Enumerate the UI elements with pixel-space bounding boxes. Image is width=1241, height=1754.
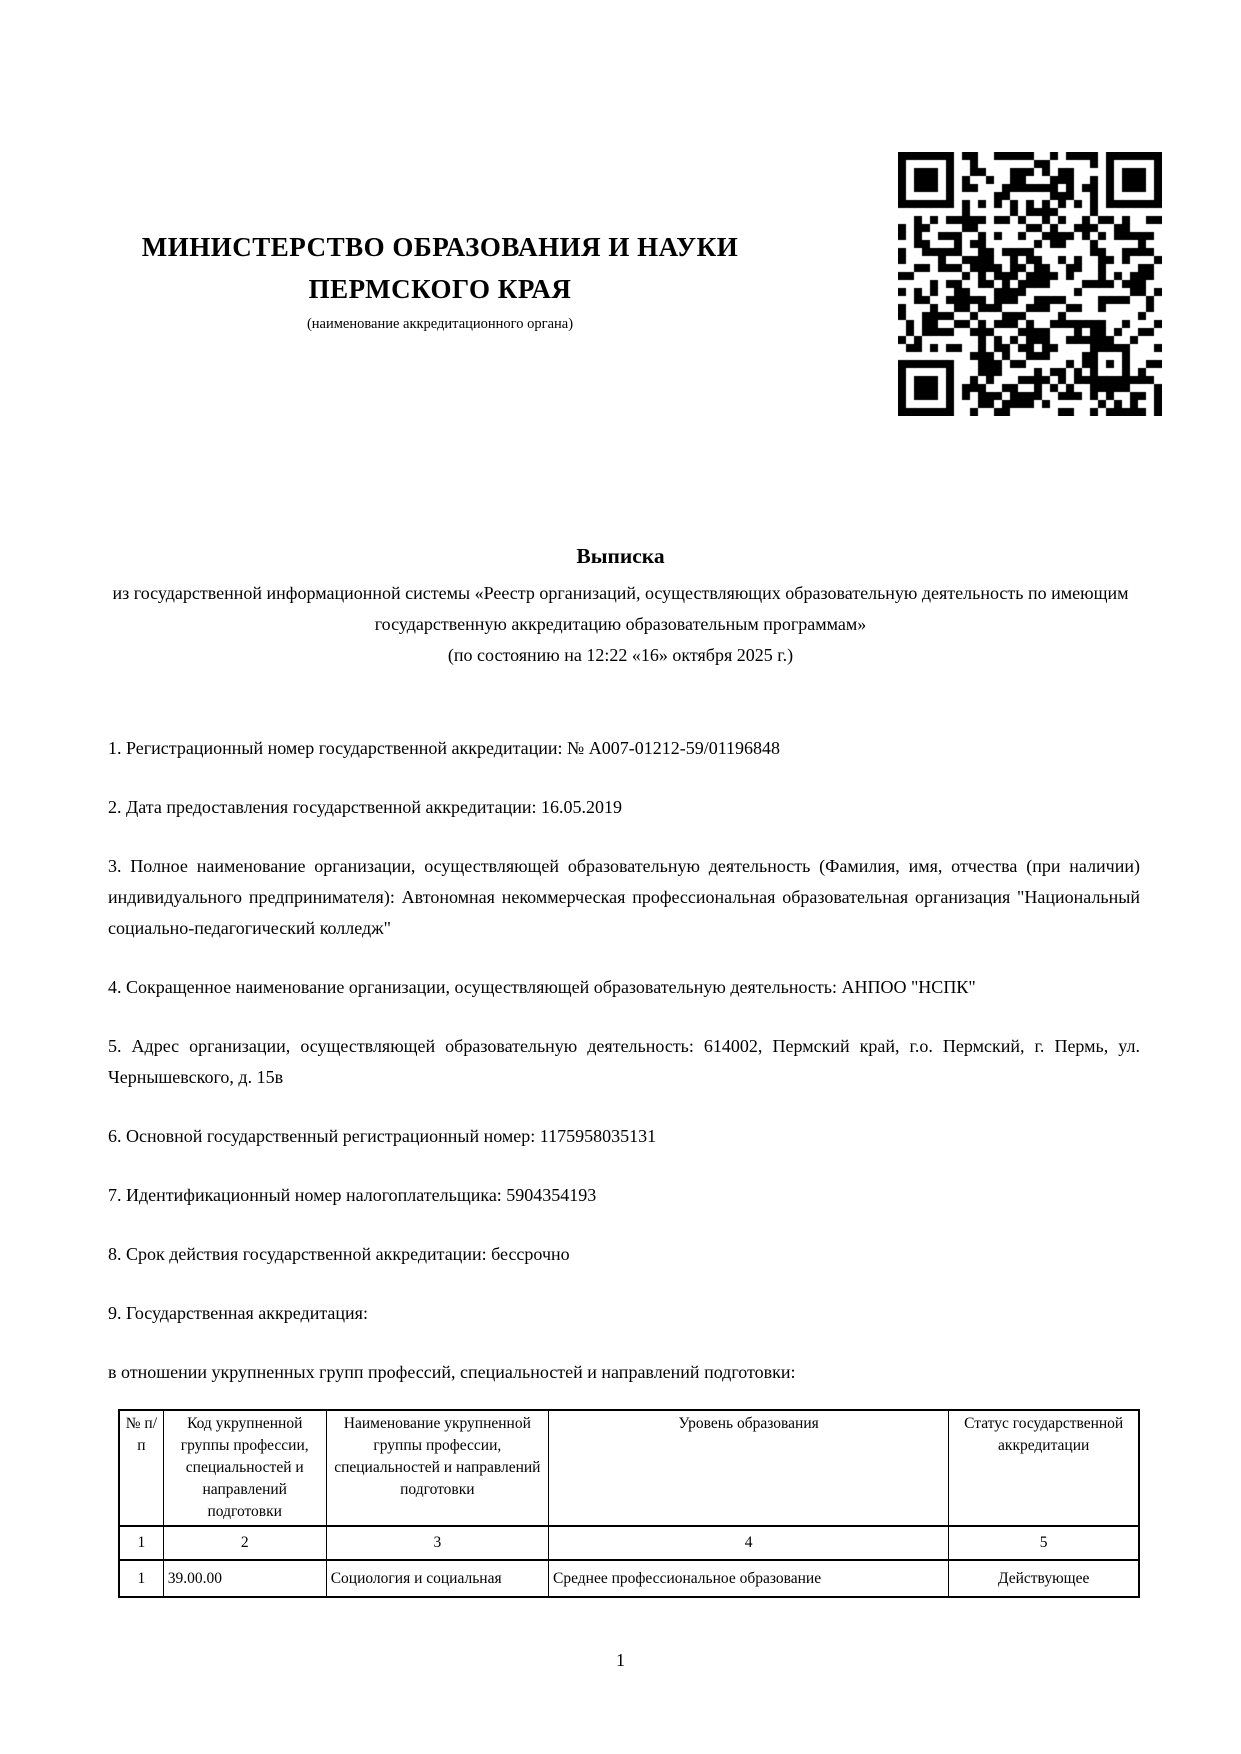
cell-group-name: Социология и социальная	[326, 1560, 548, 1597]
item-full-name: 3. Полное наименование организации, осуществляющей образовательную деятельность (Фамилия, имя, отчества (при наличии) индивидуального предпринимателя): Автономная некоммерческая профессиональная образовательная организация "Национальный социально-педагогический колледж"	[108, 856, 1140, 938]
header-cell-name: Наименование укрупненной группы профессии, специальностей и направлений подготовки	[326, 1410, 548, 1526]
cell-education-level: Среднее профессиональное образование	[549, 1560, 949, 1597]
table-header-row	[119, 1410, 1139, 1526]
column-number-row	[119, 1526, 1139, 1560]
column-number: 1	[119, 1526, 163, 1560]
cell-row-number: 1	[119, 1560, 163, 1597]
item-ogrn: 6. Основной государственный регистрационный номер: 1175958035131	[108, 1126, 657, 1146]
as-of-date: (по состоянию на 12:22 «16» октября 2025 г.)	[447, 645, 794, 665]
ministry-name: МИНИСТЕРСТВО ОБРАЗОВАНИЯ И НАУКИ ПЕРМСКОГО КРАЯ	[141, 232, 739, 304]
header-cell-level: Уровень образования	[549, 1410, 949, 1526]
header-cell-number: № п/п	[119, 1410, 163, 1526]
item-state-accreditation: 9. Государственная аккредитация:	[108, 1303, 368, 1323]
column-number: 5	[949, 1526, 1139, 1560]
qr-code-icon	[898, 152, 1162, 416]
cell-group-code: 39.00.00	[163, 1560, 326, 1597]
column-number: 2	[163, 1526, 326, 1560]
ministry-caption: (наименование аккредитационного органа)	[306, 316, 574, 332]
document-subtitle: из государственной информационной системы «Реестр организаций, осуществляющих образовательную деятельность по имеющим государственную аккредитацию образовательным программам»	[112, 583, 1129, 634]
document-title-block	[100, 541, 1141, 671]
cell-status: Действующее	[949, 1560, 1139, 1597]
document-title: Выписка	[576, 544, 665, 568]
item-address: 5. Адрес организации, осуществляющей образовательную деятельность: 614002, Пермский край, г.о. Пермский, г. Пермь, ул. Чернышевского, д. 15в	[108, 1036, 1140, 1087]
accreditation-table	[118, 1409, 1140, 1598]
header-cell-status: Статус государственной аккредитации	[949, 1410, 1139, 1526]
header-cell-code: Код укрупненной группы профессии, специальностей и направлений подготовки	[163, 1410, 326, 1526]
item-accreditation-date: 2. Дата предоставления государственной аккредитации: 16.05.2019	[108, 797, 622, 817]
ministry-header	[95, 226, 785, 334]
item-validity: 8. Срок действия государственной аккредитации: бессрочно	[108, 1244, 570, 1264]
table-row	[119, 1560, 1139, 1597]
column-number: 4	[549, 1526, 949, 1560]
document-body	[108, 733, 1140, 1598]
item-short-name: 4. Сокращенное наименование организации, осуществляющей образовательную деятельность: АНПОО "НСПК"	[108, 977, 976, 997]
section-intro: в отношении укрупненных групп профессий, специальностей и направлений подготовки:	[108, 1362, 796, 1382]
item-registration-number: 1. Регистрационный номер государственной аккредитации: № А007-01212-59/01196848	[108, 738, 781, 758]
column-number: 3	[326, 1526, 548, 1560]
item-inn: 7. Идентификационный номер налогоплательщика: 5904354193	[108, 1185, 597, 1205]
page-number: 1	[616, 1650, 625, 1670]
